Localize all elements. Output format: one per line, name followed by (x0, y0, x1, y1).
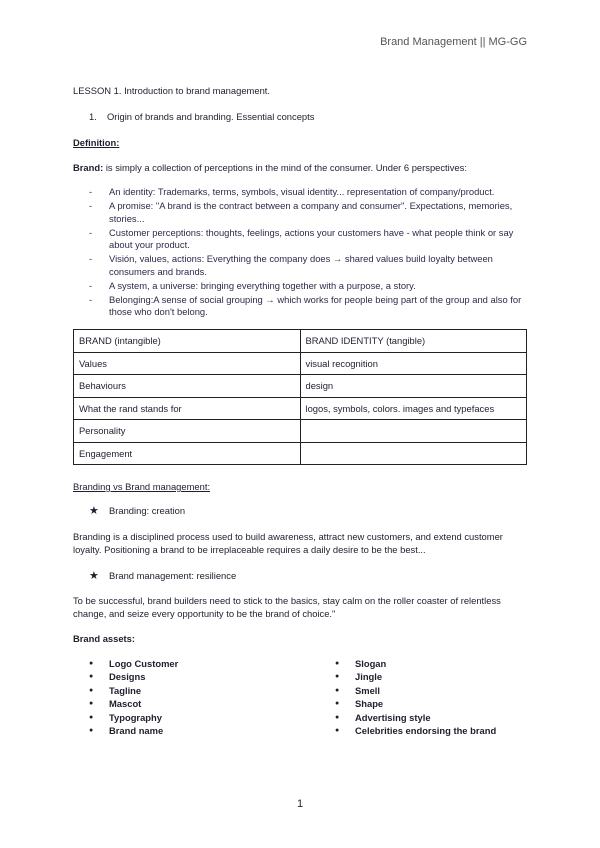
list-item: - A system, a universe: bringing everything together with a purpose, a story. (89, 280, 529, 293)
list-item: - Belonging:A sense of social grouping → which works for people being part of the group and also for those who don't belong. (89, 294, 529, 319)
table-row (74, 375, 527, 398)
table-cell: Engagement (74, 442, 301, 465)
list-item: ● Mascot (89, 697, 178, 710)
section-number: 1. (89, 111, 97, 122)
list-item: ● Tagline (89, 684, 178, 697)
assets-list-right (335, 657, 496, 737)
management-bullet (89, 569, 236, 582)
table-cell: visual recognition (300, 352, 527, 375)
table-row (74, 397, 527, 420)
brand-comparison-table (73, 329, 527, 465)
table-cell: Values (74, 352, 301, 375)
table-cell: logos, symbols, colors. images and typefaces (300, 397, 527, 420)
table-cell: Personality (74, 420, 301, 443)
assets-list-left (89, 657, 178, 737)
list-item: ● Smell (335, 684, 496, 697)
table-cell (300, 420, 527, 443)
list-item: ● Advertising style (335, 711, 496, 724)
table-cell: Behaviours (74, 375, 301, 398)
page-number: 1 (296, 798, 304, 810)
list-item: ● Jingle (335, 670, 496, 683)
lesson-title: LESSON 1. Introduction to brand management. (73, 85, 270, 96)
branding-vs-management-heading: Branding vs Brand management: (73, 481, 211, 492)
brand-definition-text: is simply a collection of perceptions in the mind of the consumer. Under 6 perspectives: (103, 162, 467, 173)
list-item: ● Designs (89, 670, 178, 683)
table-row (74, 330, 527, 353)
list-item: ● Typography (89, 711, 178, 724)
list-item: ● Shape (335, 697, 496, 710)
management-bullet-text: Brand management: resilience (109, 570, 237, 581)
table-cell: BRAND (intangible) (74, 330, 301, 353)
branding-bullet (89, 504, 185, 517)
table-cell: What the rand stands for (74, 397, 301, 420)
definition-label: Definition: (73, 137, 120, 148)
list-item: - An identity: Trademarks, terms, symbols, visual identity... representation of company/product. (89, 186, 529, 199)
star-icon: ★ (89, 505, 99, 517)
section-heading (89, 110, 314, 123)
perspectives-list (89, 186, 529, 320)
list-item: - Customer perceptions: thoughts, feelings, actions your customers have - what people think or say about your product. (89, 227, 529, 252)
table-row (74, 442, 527, 465)
brand-term: Brand: (73, 162, 104, 173)
table-row (74, 420, 527, 443)
list-item: - Visión, values, actions: Everything the company does → shared values build loyalty between consumers and brands. (89, 253, 529, 278)
branding-bullet-text: Branding: creation (109, 505, 186, 516)
brand-assets-label: Brand assets: (73, 633, 136, 644)
brand-definition (73, 161, 467, 174)
star-icon: ★ (89, 570, 99, 582)
list-item: ● Logo Customer (89, 657, 178, 670)
list-item: ● Slogan (335, 657, 496, 670)
running-header: Brand Management || MG-GG (380, 36, 527, 48)
list-item: - A promise: "A brand is the contract between a company and consumer". Expectations, memories, stories... (89, 200, 529, 225)
list-item: ● Brand name (89, 724, 178, 737)
table-cell: design (300, 375, 527, 398)
branding-paragraph: Branding is a disciplined process used to build awareness, attract new customers, and extend customer loyalty. Positioning a brand to be irreplaceable requires a daily desire to be the best... (73, 531, 503, 556)
table-cell: BRAND IDENTITY (tangible) (300, 330, 527, 353)
table-cell (300, 442, 527, 465)
list-item: ● Celebrities endorsing the brand (335, 724, 496, 737)
management-paragraph: To be successful, brand builders need to stick to the basics, stay calm on the roller coaster of relentless change, and seize every opportunity to be the brand of choice." (73, 595, 501, 620)
table-row (74, 352, 527, 375)
section-title: Origin of brands and branding. Essential concepts (107, 111, 315, 122)
